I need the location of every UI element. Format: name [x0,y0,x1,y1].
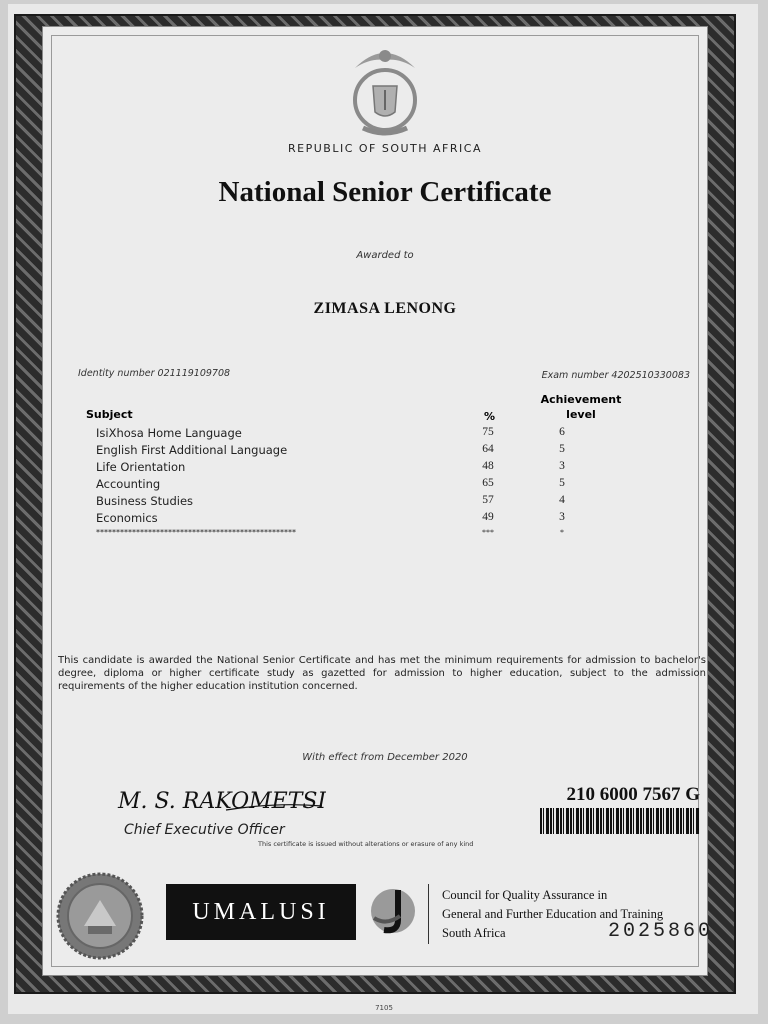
subject-level: 3 [559,511,565,523]
umalusi-logo: UMALUSI [166,884,356,940]
footer-divider [428,884,429,944]
subject-level: * [560,528,564,537]
subject-level: 3 [559,460,565,472]
subject-level: 5 [559,443,565,455]
subject-level: 5 [559,477,565,489]
table-row [96,477,686,494]
issued-note: This certificate is issued without alterations or erasure of any kind [258,840,474,848]
page-number: 7105 [375,1004,393,1012]
subject-name: Economics [96,511,158,525]
subject-level: 4 [559,494,565,506]
barcode-icon [540,808,700,834]
council-line-2: General and Further Education and Training [442,907,664,921]
award-statement: This candidate is awarded the National Senior Certificate and has met the minimum requirements for admission to bachelor's degree, diploma or higher certificate study as gazetted for admission to higher education, subject to the admission requirements of the higher education institution concerned. [58,655,706,692]
subject-name: IsiXhosa Home Language [96,426,242,440]
table-row-terminator [96,528,686,545]
signature-text: M. S. RAKOMETSI [118,789,326,814]
subject-percent: 48 [482,460,494,472]
subject-header: Subject [86,408,133,421]
serial-number: 2025860 [608,920,714,943]
awarded-to-label: Awarded to [356,250,414,261]
subject-name: English First Additional Language [96,443,288,457]
country-name: REPUBLIC OF SOUTH AFRICA [288,142,482,155]
subject-percent: 65 [482,477,494,489]
table-row [96,494,686,511]
subject-percent: 57 [482,494,494,506]
effective-date: With effect from December 2020 [302,752,468,763]
exam-number: Exam number 4202510330083 [541,370,690,381]
certificate-title: National Senior Certificate [218,176,552,208]
subject-name: Life Orientation [96,460,186,474]
identity-number: Identity number 021119109708 [78,368,231,379]
level-header-line2: level [566,408,596,421]
certificate-number: 210 6000 7567 G [566,784,700,805]
certificate-content [40,24,730,984]
table-row [96,460,686,477]
subject-percent: *** [482,528,494,537]
subject-percent: 49 [482,511,494,523]
umalusi-mark-icon [366,882,420,940]
council-line-3: South Africa [442,926,506,940]
candidate-name: ZIMASA LENONG [313,300,457,317]
umalusi-seal-icon [56,872,144,960]
table-row [96,426,686,443]
subject-name: Business Studies [96,494,194,508]
signatory-title: Chief Executive Officer [124,822,285,838]
subject-percent: 75 [482,426,494,438]
council-line-1: Council for Quality Assurance in [442,888,608,902]
signature-image [116,782,326,818]
table-row [96,511,686,528]
percent-header: % [484,410,496,423]
level-header [536,392,626,422]
subject-level: 6 [559,426,565,438]
subject-name: Accounting [96,477,161,491]
subject-name: ************************************************** [96,528,296,537]
subject-percent: 64 [482,443,494,455]
level-header-line1: Achievement [540,393,622,406]
coat-of-arms-icon [345,38,425,138]
table-row [96,443,686,460]
